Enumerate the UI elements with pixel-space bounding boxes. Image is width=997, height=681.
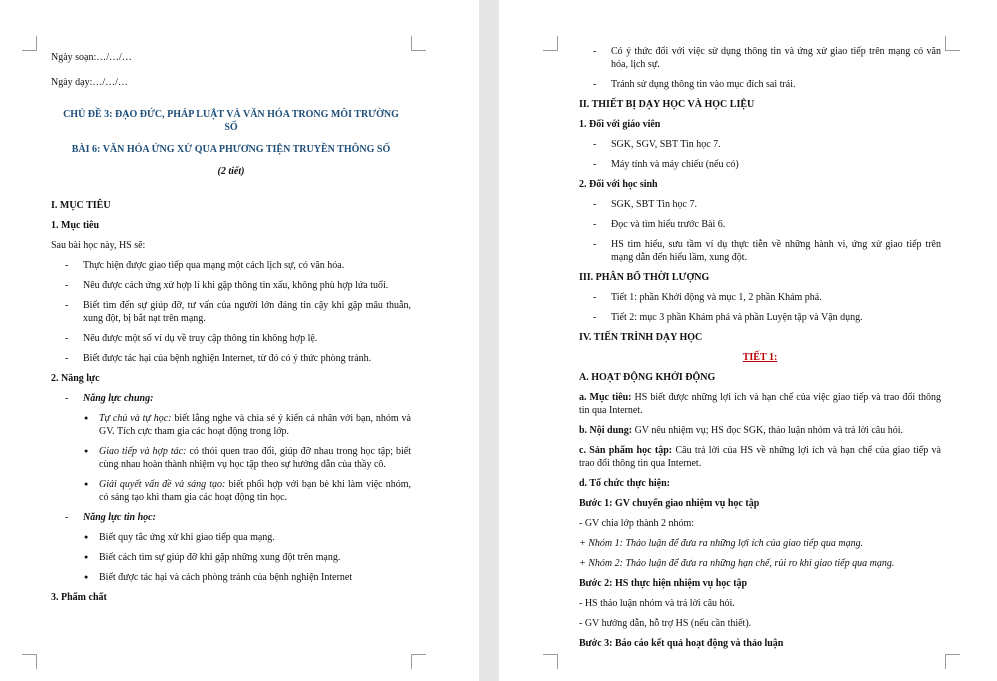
pham-chat-list — [579, 45, 941, 91]
item-text: biết lắng nghe và chia sẻ ý kiến cá nhân với bạn, nhóm và GV. Tích cực tham gia các hoạt động trong lớp. — [99, 413, 411, 437]
list-item: - HS tìm hiểu, sưu tầm ví dụ thực tiễn về những hành vi, ứng xử giao tiếp trên mạng dẫn đến hiểu lầm, xung đột. — [579, 238, 941, 264]
list-item: - Có ý thức đối với việc sử dụng thông tin và ứng xử giao tiếp trên mạng có văn hóa, lịch sự. — [579, 45, 941, 71]
list-item — [51, 511, 411, 524]
heading-muc-tieu: I. MỤC TIÊU — [51, 200, 111, 211]
nang-luc-tin-hoc-label: Năng lực tin học: — [83, 512, 156, 523]
crop-mark — [945, 654, 960, 669]
item-label: Giao tiếp và hợp tác: — [99, 446, 187, 457]
a-label: a. Mục tiêu: — [579, 392, 632, 403]
buoc-2: Bước 2: HS thực hiện nhiệm vụ học tập — [579, 578, 748, 589]
item-text: có thói quen trao đổi, giúp đỡ nhau trong học tập; biết cùng nhau hoàn thành nhiệm vụ học tập theo sự hướng dẫn của thầy cô. — [99, 446, 411, 470]
document-page-right — [499, 0, 997, 681]
b-label: b. Nội dung: — [579, 425, 633, 436]
heading-pham-chat: 3. Phẩm chất — [51, 592, 107, 603]
page-gap — [479, 0, 499, 681]
hs-thao-luan: - HS thảo luận nhóm và trả lời câu hỏi. — [579, 598, 735, 609]
list-item — [51, 478, 411, 504]
list-item: - Thực hiện được giao tiếp qua mạng một cách lịch sự, có văn hóa. — [51, 259, 411, 272]
a-text: HS biết được những lợi ích và hạn chế của việc giao tiếp và trao đổi thông tin qua Internet. — [579, 392, 941, 416]
nang-luc-tin-hoc-list — [51, 531, 411, 584]
b-text: GV nêu nhiệm vụ; HS đọc SGK, thảo luận nhóm và trả lời câu hỏi. — [632, 425, 903, 436]
document-page-left — [0, 0, 479, 681]
list-item: ● Biết cách tìm sự giúp đỡ khi gặp những xung đột trên mạng. — [51, 551, 411, 564]
item-label: Tự chủ và tự học: — [99, 413, 172, 424]
c-label: c. Sản phẩm học tập: — [579, 445, 673, 456]
nang-luc-chung-label: Năng lực chung: — [83, 393, 154, 404]
heading-hoat-dong: A. HOẠT ĐỘNG KHỞI ĐỘNG — [579, 372, 716, 383]
page-right-content — [579, 45, 941, 657]
gv-huong-dan: - GV hướng dẫn, hỗ trợ HS (nếu cần thiết). — [579, 618, 752, 629]
list-item: ● Biết quy tắc ứng xử khi giao tiếp qua mạng. — [51, 531, 411, 544]
so-tiet: (2 tiết) — [217, 166, 245, 177]
heading-nang-luc: 2. Năng lực — [51, 373, 100, 384]
sau-bai-hoc: Sau bài học này, HS sẽ: — [51, 240, 146, 251]
ngay-day: Ngày dạy:…/…/… — [51, 77, 128, 88]
item-text: biết phối hợp với bạn bè khi làm việc nhóm, có sáng tạo khi tham gia các hoạt động tin học. — [99, 479, 411, 503]
buoc-1: Bước 1: GV chuyển giao nhiệm vụ học tập — [579, 498, 760, 509]
list-item: - Tiết 1: phần Khởi động và mục 1, 2 phần Khám phá. — [579, 291, 941, 304]
list-item: - Tránh sử dụng thông tin vào mục đích sai trái. — [579, 78, 941, 91]
list-item: ● Biết được tác hại và cách phòng tránh của bệnh nghiện Internet — [51, 571, 411, 584]
to-chuc-line: d. Tổ chức thực hiện: — [579, 478, 670, 489]
heading-muc-tieu-1: 1. Mục tiêu — [51, 220, 100, 231]
nhom-2: + Nhóm 2: Thảo luận để đưa ra những hạn chế, rủi ro khi giao tiếp qua mạng. — [579, 558, 895, 569]
nhom-1: + Nhóm 1: Thảo luận để đưa ra những lợi ích của giao tiếp qua mạng. — [579, 538, 864, 549]
list-item: - Nêu được cách ứng xử hợp lí khi gặp thông tin xấu, không phù hợp lứa tuổi. — [51, 279, 411, 292]
list-item: - Biết tìm đến sự giúp đỡ, tư vấn của người lớn đáng tin cậy khi gặp mâu thuẫn, xung đột, bị bắt nạt trên mạng. — [51, 299, 411, 325]
buoc-3: Bước 3: Báo cáo kết quả hoạt động và thảo luận — [579, 638, 784, 649]
list-item: - Đọc và tìm hiểu trước Bài 6. — [579, 218, 941, 231]
muc-tieu-line — [579, 391, 941, 417]
nang-luc-tin-hoc-heading-list — [51, 511, 411, 524]
bai-title: BÀI 6: VĂN HÓA ỨNG XỬ QUA PHƯƠNG TIỆN TRUYỀN THÔNG SỐ — [71, 144, 391, 155]
page-left-content — [51, 51, 411, 604]
crop-mark — [22, 36, 37, 51]
heading-doi-voi-hs: 2. Đối với học sinh — [579, 179, 658, 190]
gv-list — [579, 138, 941, 171]
list-item: - SGK, SBT Tin học 7. — [579, 198, 941, 211]
c-text: Câu trả lời của HS về những lợi ích và hạn chế của giao tiếp và trao đổi thông tin qua Internet. — [579, 445, 941, 469]
list-item: - Tiết 2: mục 3 phần Khám phá và phần Luyện tập và Vận dụng. — [579, 311, 941, 324]
crop-mark — [411, 654, 426, 669]
list-item — [51, 445, 411, 471]
crop-mark — [22, 654, 37, 669]
chia-lop: - GV chia lớp thành 2 nhóm: — [579, 518, 695, 529]
list-item: - Nêu được một số ví dụ về truy cập thông tin không hợp lệ. — [51, 332, 411, 345]
list-item: - Máy tính và máy chiếu (nếu có) — [579, 158, 941, 171]
chu-de-title: CHỦ ĐỀ 3: ĐẠO ĐỨC, PHÁP LUẬT VÀ VĂN HÓA TRONG MÔI TRƯỜNG SỐ — [63, 109, 399, 133]
list-item: - Biết được tác hại của bệnh nghiện Internet, từ đó có ý thức phòng tránh. — [51, 352, 411, 365]
noi-dung-line — [579, 424, 941, 437]
muc-tieu-list — [51, 259, 411, 365]
crop-mark — [543, 36, 558, 51]
list-item — [51, 412, 411, 438]
tiet-1-title: TIẾT 1: — [742, 352, 778, 363]
heading-doi-voi-gv: 1. Đối với giáo viên — [579, 119, 661, 130]
nang-luc-list — [51, 392, 411, 405]
crop-mark — [945, 36, 960, 51]
crop-mark — [543, 654, 558, 669]
san-pham-line — [579, 444, 941, 470]
heading-thiet-bi: II. THIẾT BỊ DẠY HỌC VÀ HỌC LIỆU — [579, 99, 755, 110]
hs-list — [579, 198, 941, 264]
ngay-soan: Ngày soạn:…/…/… — [51, 52, 132, 63]
list-item: - SGK, SGV, SBT Tin học 7. — [579, 138, 941, 151]
heading-tien-trinh: IV. TIẾN TRÌNH DẠY HỌC — [579, 332, 703, 343]
heading-phan-bo: III. PHÂN BỔ THỜI LƯỢNG — [579, 272, 710, 283]
list-item — [51, 392, 411, 405]
phan-bo-list — [579, 291, 941, 324]
nang-luc-chung-list — [51, 412, 411, 504]
crop-mark — [411, 36, 426, 51]
item-label: Giải quyết vấn đề và sáng tạo: — [99, 479, 226, 490]
